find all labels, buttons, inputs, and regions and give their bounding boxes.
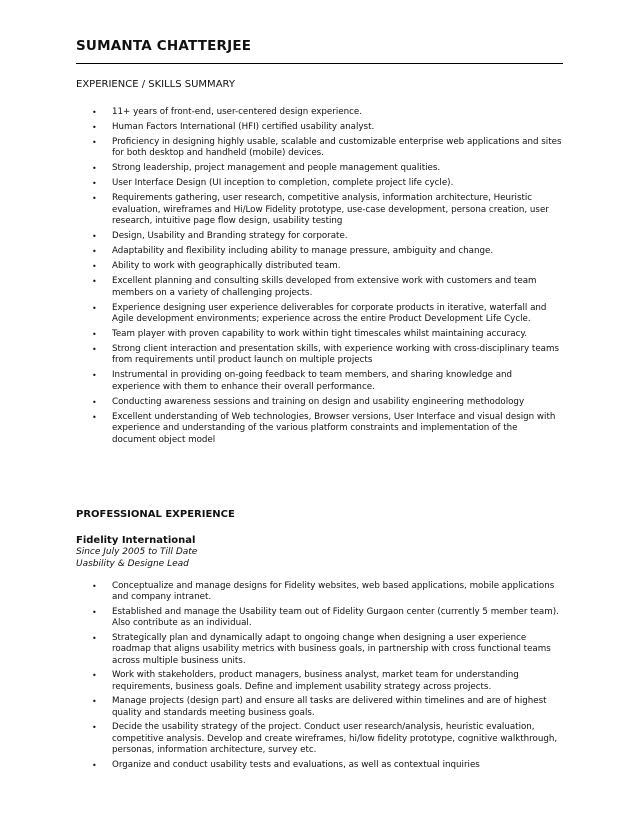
summary-item: • Conducting awareness sessions and training on design and usability engineering methodology xyxy=(112,397,562,408)
job-item: • Strategically plan and dynamically adapt to ongoing change when designing a user experience roadmap that aligns usability metrics with business goals, in partnership with cross functional teams across multiple business units. xyxy=(112,633,562,667)
summary-item: • Excellent planning and consulting skills developed from extensive work with customers and team members on a variety of challenging projects. xyxy=(112,276,562,299)
summary-item: • Human Factors International (HFI) certified usability analyst. xyxy=(112,122,562,133)
job-item: • Conceptualize and manage designs for Fidelity websites, web based applications, mobile applications and company intranet. xyxy=(112,581,562,604)
job-item: • Manage projects (design part) and ensure all tasks are delivered within timelines and are of highest quality and standards meeting business goals. xyxy=(112,696,562,719)
summary-item: • Strong leadership, project management and people management qualities. xyxy=(112,163,562,174)
summary-item: • Requirements gathering, user research, competitive analysis, information architecture, Heuristic evaluation, wireframes and Hi/Low Fidelity prototype, use-case development, persona creation, user research, intuitive page flow design, usability testing xyxy=(112,193,562,227)
summary-item: • Adaptability and flexibility including ability to manage pressure, ambiguity and change. xyxy=(112,246,562,257)
summary-item: • Instrumental in providing on-going feedback to team members, and sharing knowledge and experience with them to enhance their overall performance. xyxy=(112,370,562,393)
job-title: Uasbility & Designe Lead xyxy=(76,559,189,569)
summary-item: • Excellent understanding of Web technologies, Browser versions, User Interface and visual design with experience and understanding of the various platform constraints and implementation of the document object model xyxy=(112,412,562,446)
summary-item: • Proficiency in designing highly usable, scalable and customizable enterprise web applications and sites for both desktop and handheld (mobile) devices. xyxy=(112,137,562,160)
summary-item: • User Interface Design (UI inception to completion, complete project life cycle). xyxy=(112,178,562,189)
header-divider xyxy=(76,63,563,64)
summary-item: • Team player with proven capability to work within tight timescales whilst maintaining accuracy. xyxy=(112,329,562,340)
company-name: Fidelity International xyxy=(76,535,196,546)
summary-item: • Strong client interaction and presentation skills, with experience working with cross-disciplinary teams from requirements until product launch on multiple projects xyxy=(112,344,562,367)
job-item: • Work with stakeholders, product managers, business analyst, market team for understanding requirements, business goals. Define and implement usability strategy across projects. xyxy=(112,670,562,693)
employment-dates: Since July 2005 to Till Date xyxy=(76,547,198,557)
skills-summary-list xyxy=(0,107,638,450)
professional-experience-heading: PROFESSIONAL EXPERIENCE xyxy=(76,509,235,520)
job-responsibilities-list xyxy=(0,581,638,774)
summary-item: • Design, Usability and Branding strategy for corporate. xyxy=(112,231,562,242)
skills-summary-heading: EXPERIENCE / SKILLS SUMMARY xyxy=(76,79,235,90)
job-item: • Decide the usability strategy of the project. Conduct user research/analysis, heuristic evaluation, competitive analysis. Develop and create wireframes, hi/low fidelity prototype, cognitive walkthrough, personas, information architecture, survey etc. xyxy=(112,722,562,756)
summary-item: • Ability to work with geographically distributed team. xyxy=(112,261,562,272)
summary-item: • 11+ years of front-end, user-centered design experience. xyxy=(112,107,562,118)
job-item: • Established and manage the Usability team out of Fidelity Gurgaon center (currently 5 member team). Also contribute as an individual. xyxy=(112,607,562,630)
job-item: • Organize and conduct usability tests and evaluations, as well as contextual inquiries xyxy=(112,760,562,771)
resume-name: SUMANTA CHATTERJEE xyxy=(76,38,252,54)
summary-item: • Experience designing user experience deliverables for corporate products in iterative, waterfall and Agile development environments; experience across the entire Product Development Life Cycle. xyxy=(112,303,562,326)
